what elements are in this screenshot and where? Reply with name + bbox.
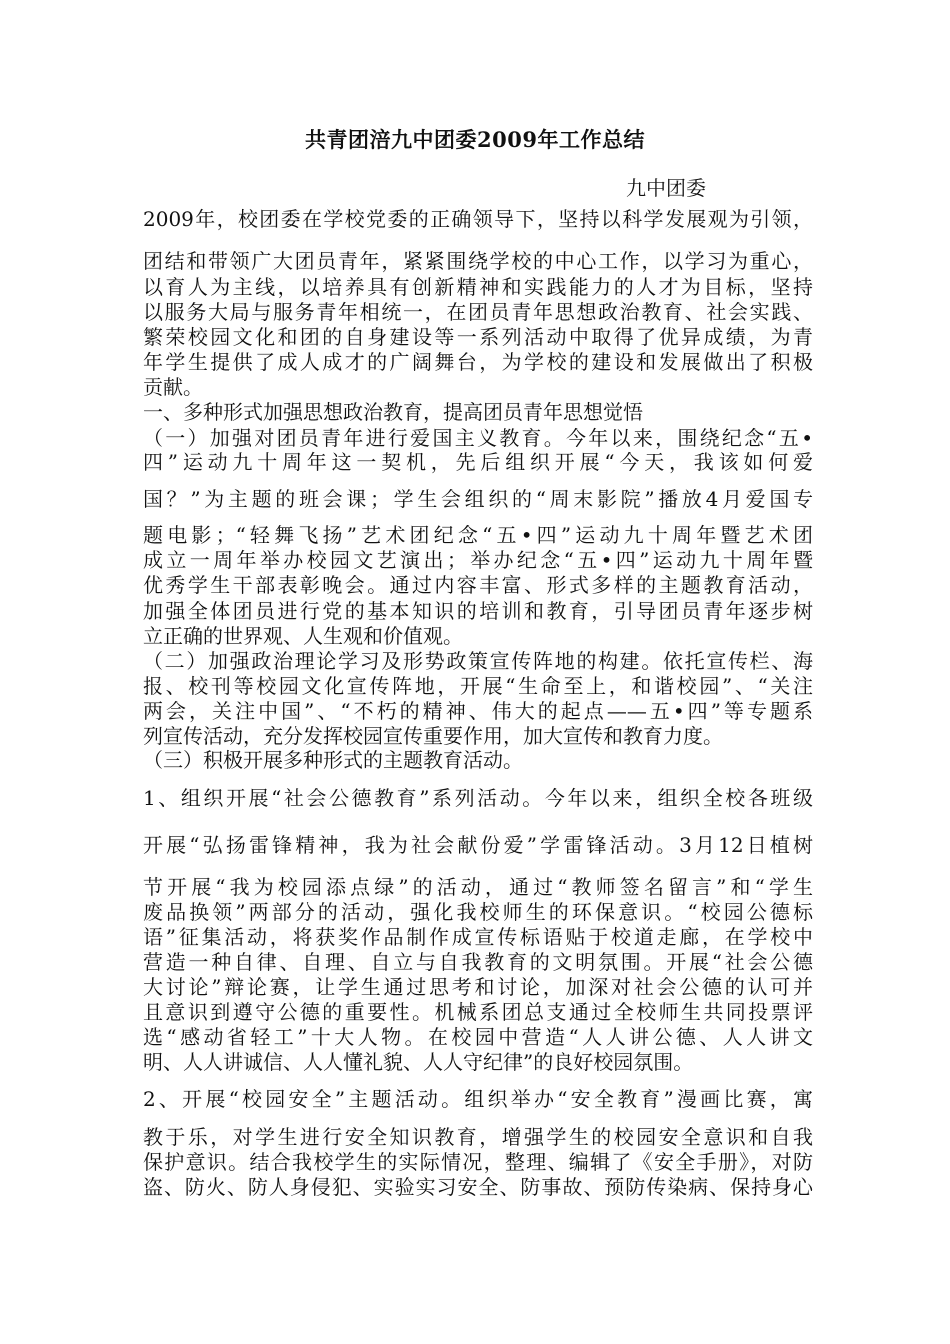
paragraph-line: 以服务大局与服务青年相统一，在团员青年思想政治教育、社会实践、 — [143, 300, 813, 324]
paragraph-line: 立正确的世界观、人生观和价值观。 — [143, 624, 463, 648]
paragraph-line: 教于乐，对学生进行安全知识教育，增强学生的校园安全意识和自我 — [143, 1125, 813, 1149]
section-heading: 一、多种形式加强思想政治教育，提高团员青年思想觉悟 — [143, 400, 643, 424]
paragraph-line: 营造一种自律、自理、自立与自我教育的文明氛围。开展“社会公德 — [143, 950, 813, 974]
paragraph-line: 国？”为主题的班会课；学生会组织的“周末影院”播放4月爱国专 — [143, 487, 813, 511]
document-author: 九中团委 — [626, 176, 706, 200]
paragraph-line: 语”征集活动，将获奖作品制作成宣传标语贴于校道走廊，在学校中 — [143, 925, 813, 949]
paragraph-line: 1、组织开展“社会公德教育”系列活动。今年以来，组织全校各班级 — [143, 786, 813, 810]
paragraph-line: 盗、防火、防人身侵犯、实验实习安全、防事故、预防传染病、保持身心 — [143, 1175, 813, 1199]
paragraph-line: 2009年，校团委在学校党委的正确领导下，坚持以科学发展观为引领， — [143, 207, 813, 231]
paragraph-line: 开展“弘扬雷锋精神，我为社会献份爱”学雷锋活动。3月12日植树 — [143, 833, 813, 857]
paragraph-line: 大讨论”辩论赛，让学生通过思考和讨论，加深对社会公德的认可并 — [143, 975, 813, 999]
paragraph-line: 节开展“我为校园添点绿”的活动，通过“教师签名留言”和“学生 — [143, 875, 813, 899]
paragraph-line: 以育人为主线，以培养具有创新精神和实践能力的人才为目标，坚持 — [143, 275, 813, 299]
document-title: 共青团涪九中团委2009年工作总结 — [305, 127, 645, 152]
paragraph-line: 报、校刊等校园文化宣传阵地，开展“生命至上，和谐校园”、“关注 — [143, 674, 813, 698]
paragraph-line: 成立一周年举办校园文艺演出；举办纪念“五•四”运动九十周年暨 — [143, 548, 813, 572]
section-heading: （三）积极开展多种形式的主题教育活动。 — [143, 748, 523, 772]
paragraph-line: 题电影；“轻舞飞扬”艺术团纪念“五•四”运动九十周年暨艺术团 — [143, 523, 813, 547]
paragraph-line: 繁荣校园文化和团的自身建设等一系列活动中取得了优异成绩，为青 — [143, 325, 813, 349]
paragraph-line: 年学生提供了成人成才的广阔舞台，为学校的建设和发展做出了积极 — [143, 350, 813, 374]
paragraph-line: 四”运动九十周年这一契机，先后组织开展“今天，我该如何爱 — [143, 450, 813, 474]
paragraph-line: （二）加强政治理论学习及形势政策宣传阵地的构建。依托宣传栏、海 — [143, 649, 813, 673]
paragraph-line: 列宣传活动，充分发挥校园宣传重要作用，加大宣传和教育力度。 — [143, 724, 723, 748]
paragraph-line: 保护意识。结合我校学生的实际情况，整理、编辑了《安全手册》，对防 — [143, 1150, 813, 1174]
paragraph-line: 废品换领”两部分的活动，强化我校师生的环保意识。“校园公德标 — [143, 900, 813, 924]
paragraph-line: 两会，关注中国”、“不朽的精神、伟大的起点——五•四”等专题系 — [143, 699, 813, 723]
paragraph-line: 团结和带领广大团员青年，紧紧围绕学校的中心工作，以学习为重心， — [143, 249, 813, 273]
paragraph-line: 选“感动省轻工”十大人物。在校园中营造“人人讲公德、人人讲文 — [143, 1025, 813, 1049]
paragraph-line: 优秀学生干部表彰晚会。通过内容丰富、形式多样的主题教育活动， — [143, 573, 813, 597]
paragraph-line: 加强全体团员进行党的基本知识的培训和教育，引导团员青年逐步树 — [143, 599, 813, 623]
paragraph-line: （一）加强对团员青年进行爱国主义教育。今年以来，围绕纪念“五• — [143, 426, 813, 450]
paragraph-line: 贡献。 — [143, 375, 203, 399]
paragraph-line: 且意识到遵守公德的重要性。机械系团总支通过全校师生共同投票评 — [143, 1000, 813, 1024]
paragraph-line: 明、人人讲诚信、人人懂礼貌、人人守纪律”的良好校园氛围。 — [143, 1050, 694, 1074]
paragraph-line: 2、开展“校园安全”主题活动。组织举办“安全教育”漫画比赛，寓 — [143, 1087, 813, 1111]
